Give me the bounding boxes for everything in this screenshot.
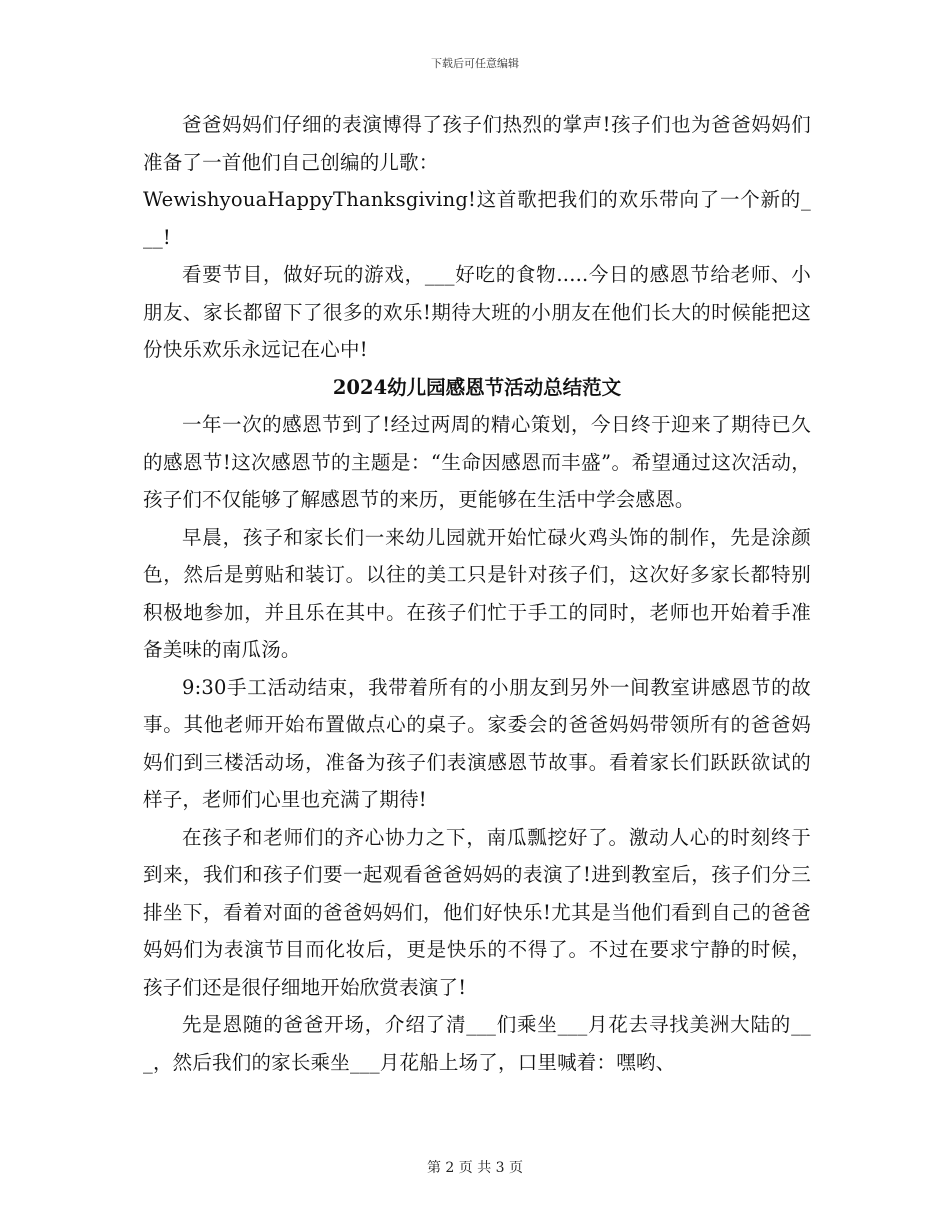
page-header: 下载后可任意编辑	[431, 57, 519, 70]
section-paragraph-1: 一年一次的感恩节到了!经过两周的精心策划，今日终于迎来了期待已久的感恩节!这次感恩节的主题是：“生命因感恩而丰盛”。希望通过这次活动，孩子们不仅能够了解感恩节的来历，更能够在生活中学会感恩。	[143, 413, 811, 511]
section-paragraph-4: 在孩子和老师们的齐心协力之下，南瓜瓢挖好了。激动人心的时刻终于到来，我们和孩子们要一起观看爸爸妈妈的表演了!进到教室后，孩子们分三排坐下，看着对面的爸爸妈妈们，他们好快乐!尤其是当他们看到自己的爸爸妈妈们为表演节目而化妆后，更是快乐的不得了。不过在要求宁静的时候，孩子们还是很仔细地开始欣赏表演了!	[143, 825, 811, 999]
section-paragraph-3: 9:30手工活动结束，我带着所有的小朋友到另外一间教室讲感恩节的故事。其他老师开始布置做点心的桌子。家委会的爸爸妈妈带领所有的爸爸妈妈们到三楼活动场，准备为孩子们表演感恩节故事。看着家长们跃跃欲试的样子，老师们心里也充满了期待!	[143, 675, 811, 811]
document-body	[143, 106, 811, 1081]
page-number-footer: 第 2 页 共 3 页	[426, 1160, 524, 1176]
paragraph-intro-1: 爸爸妈妈们仔细的表演博得了孩子们热烈的掌声!孩子们也为爸爸妈妈们准备了一首他们自己创编的儿歌：	[143, 113, 811, 174]
paragraph-intro-2: WewishyouaHappyThanksgiving!这首歌把我们的欢乐带向了一个新的___!	[143, 188, 811, 249]
section-title: 2024幼儿园感恩节活动总结范文	[332, 375, 622, 399]
section-paragraph-5: 先是恩随的爸爸开场，介绍了清___们乘坐___月花去寻找美洲大陆的___，然后我们的家长乘坐___月花船上场了，口里喊着：嘿哟、	[143, 1013, 811, 1074]
paragraph-intro-3: 看要节目，做好玩的游戏，___好吃的食物.....今日的感恩节给老师、小朋友、家长都留下了很多的欢乐!期待大班的小朋友在他们长大的时候能把这份快乐欢乐永远记在心中!	[143, 263, 811, 361]
section-paragraph-2: 早晨，孩子和家长们一来幼儿园就开始忙碌火鸡头饰的制作，先是涂颜色，然后是剪贴和装订。以往的美工只是针对孩子们，这次好多家长都特别积极地参加，并且乐在其中。在孩子们忙于手工的同时，老师也开始着手准备美味的南瓜汤。	[143, 525, 811, 661]
